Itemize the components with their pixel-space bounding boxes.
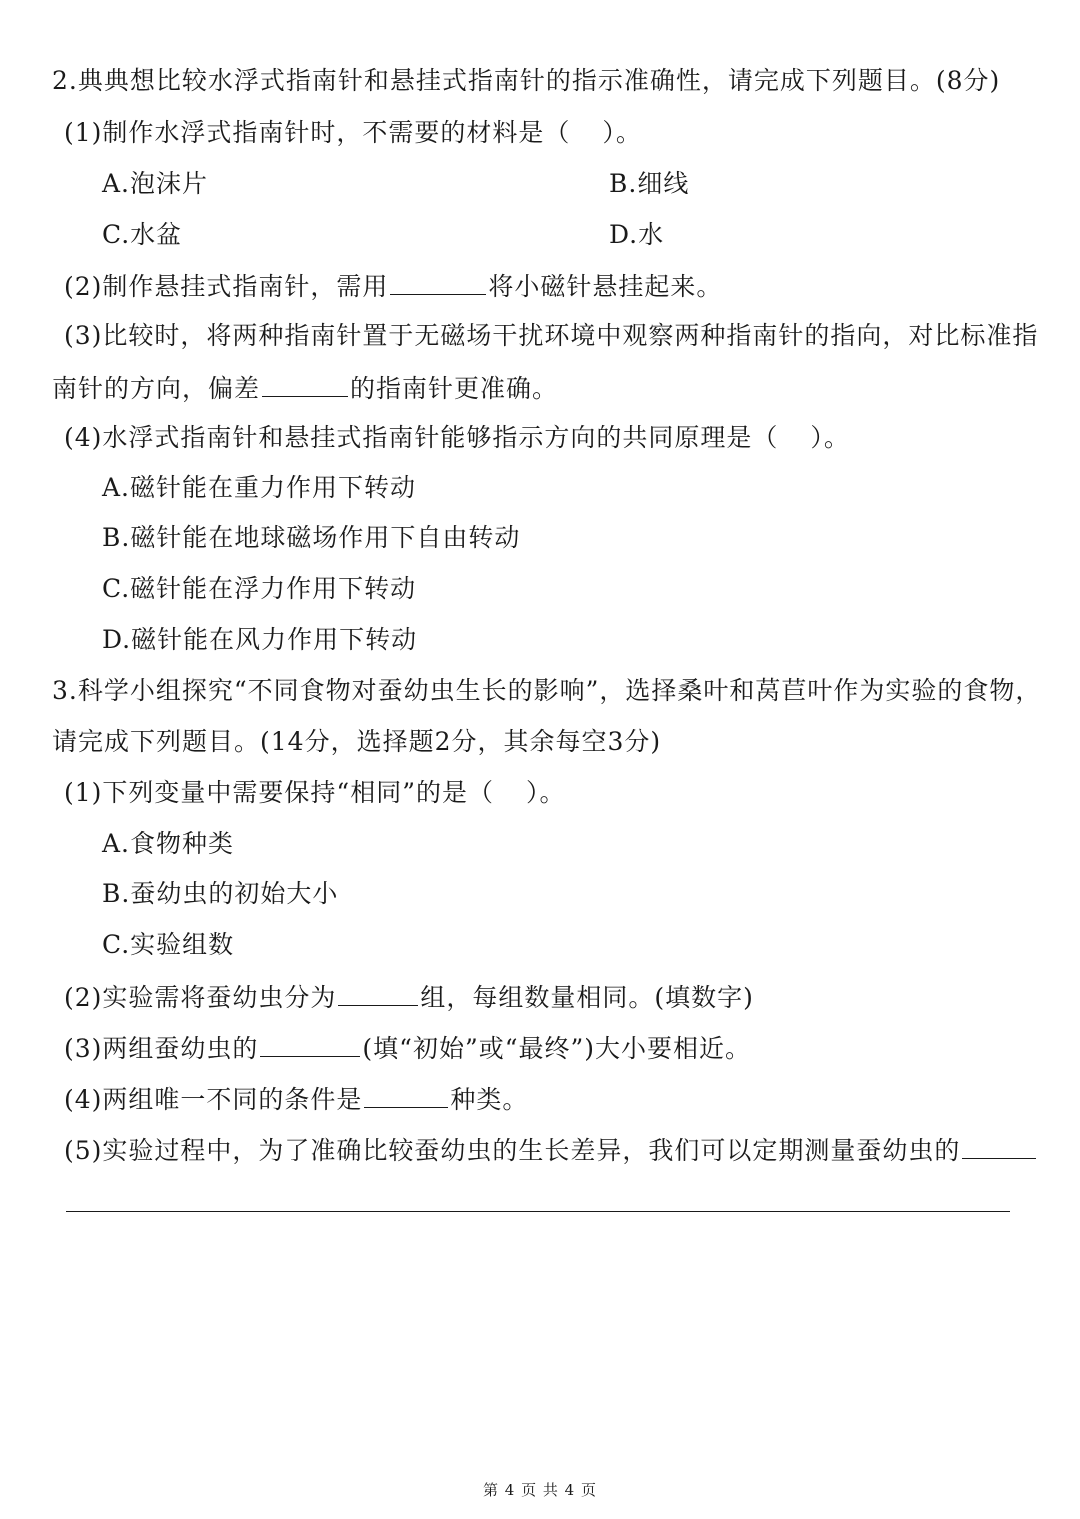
q3-4-text: (4)两组唯一不同的条件是	[64, 1085, 363, 1114]
q3-4-blank[interactable]	[364, 1081, 448, 1108]
q2-4-option-b: B.磁针能在地球磁场作用下自由转动	[102, 523, 521, 552]
q3-2-question	[64, 979, 754, 1015]
q2-4-question	[64, 421, 850, 455]
q2-1-text: (1)制作水浮式指南针时，不需要的材料是（	[64, 118, 571, 147]
q3-5-question	[64, 1132, 1038, 1168]
page-number: 第 4 页 共 4 页	[483, 1481, 597, 1499]
q3-1-option-b: B.蚕幼虫的初始大小	[102, 879, 339, 908]
q2-3-blank[interactable]	[262, 370, 348, 397]
q2-2-text-end: 将小磁针悬挂起来。	[488, 272, 723, 301]
q3-4-question	[64, 1081, 528, 1117]
q3-5-answer-line[interactable]	[66, 1211, 1010, 1212]
q3-2-text: (2)实验需将蚕幼虫分为	[64, 983, 337, 1012]
q3-1-question	[64, 776, 566, 810]
q3-1-option-a: A.食物种类	[102, 829, 235, 858]
q2-1-option-d: D.水	[609, 220, 665, 249]
q3-3-text: (3)两组蚕幼虫的	[64, 1034, 259, 1063]
q3-5-blank[interactable]	[962, 1132, 1036, 1159]
q3-1-text: (1)下列变量中需要保持“相同”的是（	[64, 778, 494, 807]
q2-3-text: 南针的方向，偏差	[52, 374, 261, 403]
q3-1-close: ）。	[525, 778, 566, 807]
q2-stem: 2.典典想比较水浮式指南针和悬挂式指南针的指示准确性，请完成下列题目。(8分)	[52, 66, 1001, 95]
q3-4-text-end: 种类。	[450, 1085, 529, 1114]
q2-4-text: (4)水浮式指南针和悬挂式指南针能够指示方向的共同原理是（	[64, 423, 779, 452]
q2-3-text-end: 的指南针更准确。	[350, 374, 559, 403]
q3-stem-line1: 3.科学小组探究“不同食物对蚕幼虫生长的影响”，选择桑叶和莴苣叶作为实验的食物，	[52, 676, 1042, 705]
q2-4-option-a: A.磁针能在重力作用下转动	[102, 473, 417, 502]
q2-1-option-b: B.细线	[609, 169, 690, 198]
q2-4-option-c: C.磁针能在浮力作用下转动	[102, 574, 417, 603]
q3-3-blank[interactable]	[260, 1030, 360, 1057]
q3-stem-line2: 请完成下列题目。(14分，选择题2分，其余每空3分)	[52, 727, 662, 756]
q3-3-text-end: (填“初始”或“最终”)大小要相近。	[362, 1034, 752, 1063]
q2-1-option-a: A.泡沫片	[102, 169, 209, 198]
q2-2-blank[interactable]	[390, 268, 486, 295]
q3-1-option-c: C.实验组数	[102, 930, 235, 959]
q2-1-question	[64, 116, 642, 150]
q2-2-question	[64, 268, 722, 304]
q3-2-text-end: 组，每组数量相同。(填数字)	[420, 983, 754, 1012]
q3-5-text: (5)实验过程中，为了准确比较蚕幼虫的生长差异，我们可以定期测量蚕幼虫的	[64, 1136, 961, 1165]
q2-4-option-d: D.磁针能在风力作用下转动	[102, 625, 418, 654]
q2-3-line2	[52, 370, 558, 406]
q2-1-close: ）。	[602, 118, 642, 147]
q2-1-option-c: C.水盆	[102, 220, 183, 249]
q3-3-question	[64, 1030, 751, 1066]
q2-2-text: (2)制作悬挂式指南针，需用	[64, 272, 389, 301]
q2-4-close: ）。	[810, 423, 850, 452]
q3-2-blank[interactable]	[338, 979, 418, 1006]
q2-3-line1: (3)比较时，将两种指南针置于无磁场干扰环境中观察两种指南针的指向，对比标准指	[64, 321, 1039, 350]
